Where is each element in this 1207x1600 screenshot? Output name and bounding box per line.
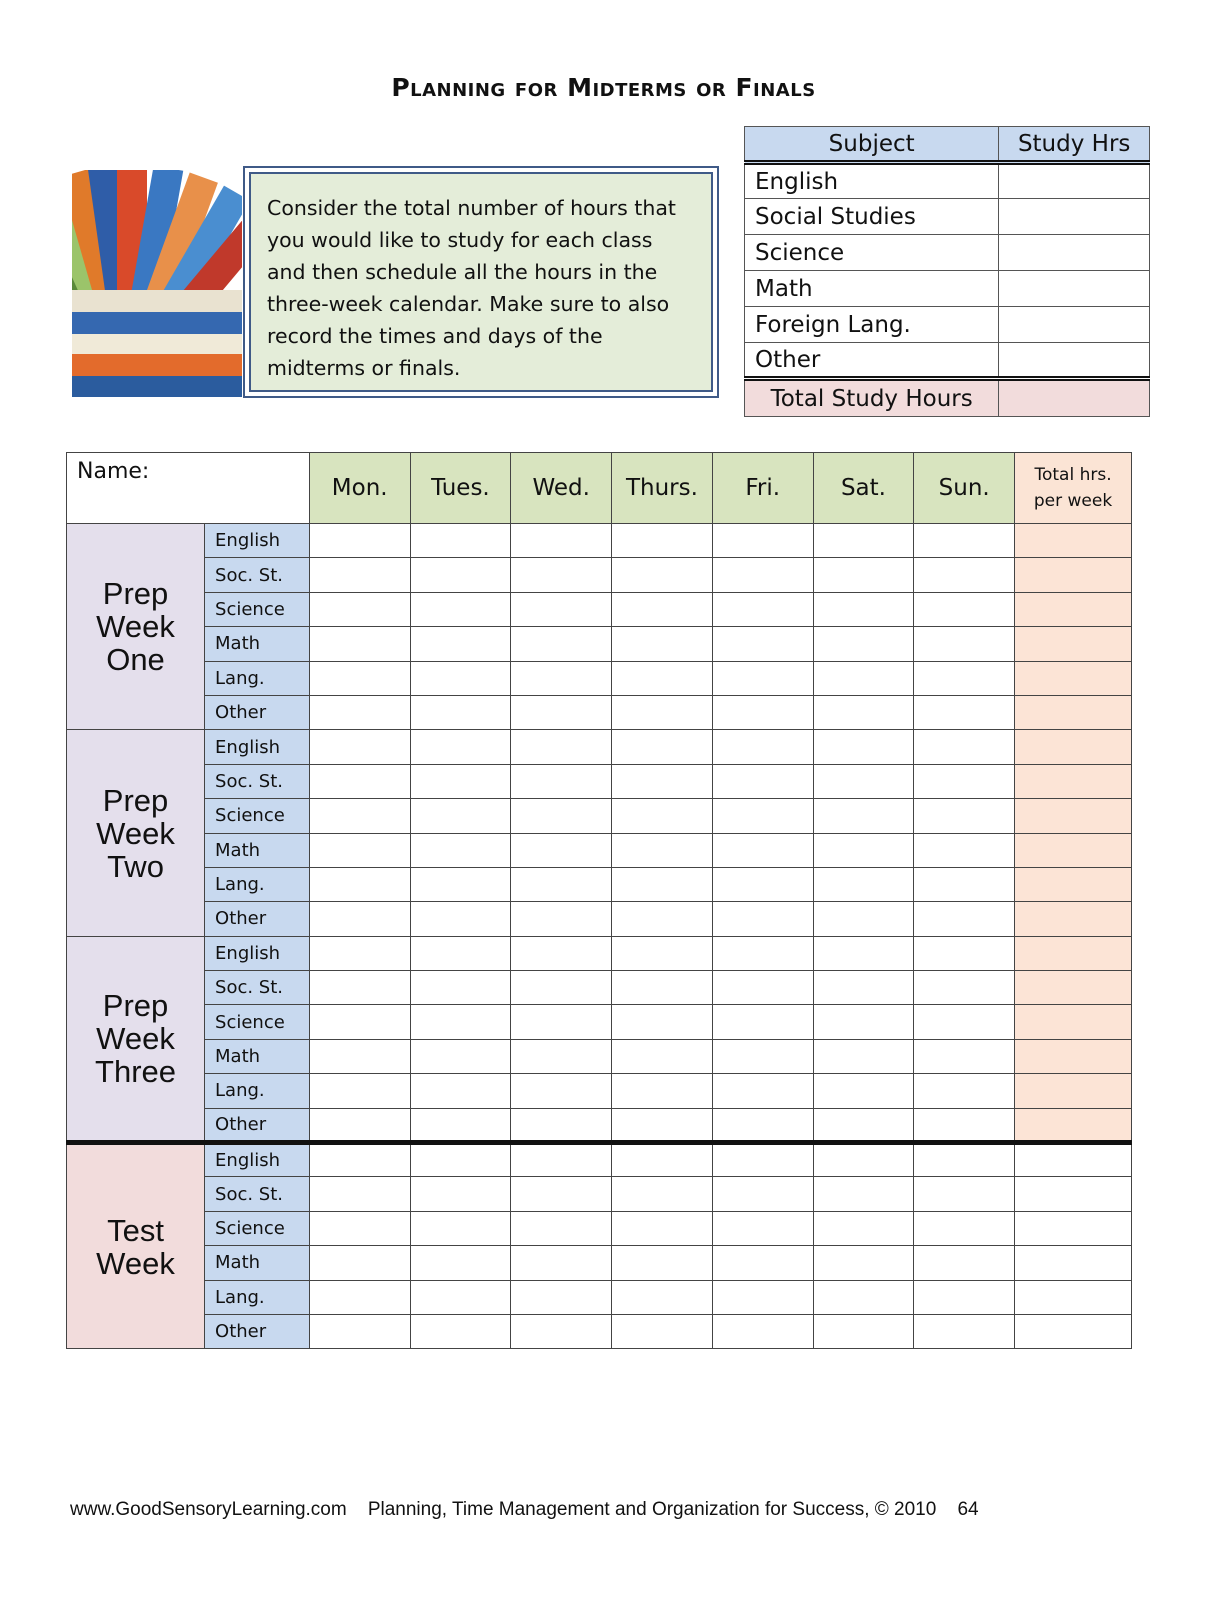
schedule-cell[interactable] (612, 1143, 713, 1177)
week-label: Prep Week One (67, 524, 205, 730)
subject-label: English (205, 936, 310, 970)
schedule-cell[interactable] (813, 1108, 914, 1142)
study-hours-input[interactable] (999, 343, 1150, 379)
subject-row (745, 307, 1150, 343)
weekly-total-cell[interactable] (1015, 833, 1132, 867)
schedule-cell[interactable] (813, 936, 914, 970)
schedule-cell[interactable] (813, 764, 914, 798)
schedule-cell[interactable] (410, 627, 511, 661)
schedule-cell[interactable] (309, 799, 410, 833)
schedule-row (67, 1314, 1132, 1348)
weekly-total-cell[interactable] (1015, 1280, 1132, 1314)
schedule-cell[interactable] (914, 1143, 1015, 1177)
weekly-total-cell[interactable] (1015, 558, 1132, 592)
total-hours-header: Total hrs. per week (1015, 453, 1132, 524)
schedule-cell[interactable] (612, 592, 713, 626)
subject-row (745, 343, 1150, 379)
schedule-cell[interactable] (712, 695, 813, 729)
weekly-total-cell[interactable] (1015, 764, 1132, 798)
schedule-cell[interactable] (813, 902, 914, 936)
subject-label: Soc. St. (205, 971, 310, 1005)
schedule-cell[interactable] (410, 524, 511, 558)
schedule-cell[interactable] (914, 558, 1015, 592)
schedule-cell[interactable] (511, 730, 612, 764)
schedule-cell[interactable] (511, 764, 612, 798)
schedule-row (67, 524, 1132, 558)
schedule-cell[interactable] (410, 1074, 511, 1108)
schedule-cell[interactable] (612, 1177, 713, 1211)
schedule-cell[interactable] (612, 764, 713, 798)
schedule-cell[interactable] (612, 902, 713, 936)
footer-page-number: 64 (957, 1499, 979, 1520)
schedule-cell[interactable] (914, 1280, 1015, 1314)
weekly-total-cell[interactable] (1015, 936, 1132, 970)
subject-label: Lang. (205, 867, 310, 901)
schedule-cell[interactable] (914, 1108, 1015, 1142)
subject-row (745, 271, 1150, 307)
schedule-cell[interactable] (813, 730, 914, 764)
weekly-total-cell[interactable] (1015, 730, 1132, 764)
weekly-total-cell[interactable] (1015, 1177, 1132, 1211)
subject-label: Science (205, 1211, 310, 1245)
subject-label: Other (205, 1108, 310, 1142)
schedule-cell[interactable] (612, 971, 713, 1005)
study-hours-header: Study Hrs (999, 127, 1150, 163)
schedule-cell[interactable] (309, 1314, 410, 1348)
day-header-sun: Sun. (914, 453, 1015, 524)
schedule-cell[interactable] (813, 799, 914, 833)
schedule-cell[interactable] (309, 1005, 410, 1039)
schedule-cell[interactable] (410, 799, 511, 833)
schedule-row (67, 1211, 1132, 1245)
subject-label: Soc. St. (205, 558, 310, 592)
schedule-cell[interactable] (612, 1039, 713, 1073)
schedule-cell[interactable] (712, 1246, 813, 1280)
schedule-cell[interactable] (712, 1074, 813, 1108)
schedule-cell[interactable] (712, 592, 813, 626)
subject-label: Science (205, 799, 310, 833)
schedule-cell[interactable] (813, 1039, 914, 1073)
subject-name: Social Studies (745, 199, 999, 235)
schedule-cell[interactable] (914, 524, 1015, 558)
subject-label: Math (205, 1246, 310, 1280)
schedule-cell[interactable] (612, 1005, 713, 1039)
subject-label: English (205, 730, 310, 764)
schedule-cell[interactable] (813, 867, 914, 901)
subject-row (745, 163, 1150, 199)
weekly-total-cell[interactable] (1015, 799, 1132, 833)
schedule-cell[interactable] (410, 1246, 511, 1280)
weekly-total-cell[interactable] (1015, 1074, 1132, 1108)
schedule-cell[interactable] (511, 524, 612, 558)
day-header-mon: Mon. (309, 453, 410, 524)
weekly-total-cell[interactable] (1015, 1246, 1132, 1280)
schedule-cell[interactable] (309, 764, 410, 798)
subject-name: English (745, 163, 999, 199)
study-hours-input[interactable] (999, 235, 1150, 271)
schedule-cell[interactable] (309, 1143, 410, 1177)
schedule-cell[interactable] (813, 1246, 914, 1280)
schedule-cell[interactable] (914, 833, 1015, 867)
schedule-cell[interactable] (410, 558, 511, 592)
weekly-total-cell[interactable] (1015, 971, 1132, 1005)
schedule-cell[interactable] (612, 867, 713, 901)
schedule-cell[interactable] (511, 1211, 612, 1245)
total-study-hours-input[interactable] (999, 379, 1150, 417)
schedule-cell[interactable] (410, 592, 511, 626)
schedule-row (67, 1280, 1132, 1314)
schedule-cell[interactable] (612, 524, 713, 558)
schedule-cell[interactable] (410, 936, 511, 970)
schedule-cell[interactable] (712, 1039, 813, 1073)
schedule-cell[interactable] (511, 1039, 612, 1073)
schedule-cell[interactable] (410, 1314, 511, 1348)
schedule-cell[interactable] (309, 592, 410, 626)
weekly-total-cell[interactable] (1015, 661, 1132, 695)
schedule-cell[interactable] (712, 1280, 813, 1314)
schedule-cell[interactable] (511, 902, 612, 936)
schedule-cell[interactable] (410, 661, 511, 695)
schedule-row (67, 1074, 1132, 1108)
schedule-cell[interactable] (612, 695, 713, 729)
schedule-row (67, 558, 1132, 592)
weekly-total-cell[interactable] (1015, 1005, 1132, 1039)
schedule-cell[interactable] (712, 1211, 813, 1245)
weekly-total-cell[interactable] (1015, 1108, 1132, 1142)
schedule-cell[interactable] (914, 1211, 1015, 1245)
day-header-sat: Sat. (813, 453, 914, 524)
schedule-cell[interactable] (309, 695, 410, 729)
schedule-row (67, 661, 1132, 695)
schedule-cell[interactable] (914, 661, 1015, 695)
schedule-cell[interactable] (410, 1280, 511, 1314)
schedule-row (67, 1143, 1132, 1177)
schedule-cell[interactable] (410, 695, 511, 729)
subject-hours-table (744, 126, 1150, 417)
subject-label: Lang. (205, 1074, 310, 1108)
schedule-cell[interactable] (813, 971, 914, 1005)
week-label: Prep Week Three (67, 936, 205, 1142)
day-header-thu: Thurs. (612, 453, 713, 524)
schedule-cell[interactable] (612, 833, 713, 867)
schedule-cell[interactable] (813, 1177, 914, 1211)
subject-label: Soc. St. (205, 764, 310, 798)
subject-name: Foreign Lang. (745, 307, 999, 343)
total-study-hours-label: Total Study Hours (745, 379, 999, 417)
subject-label: Soc. St. (205, 1177, 310, 1211)
schedule-cell[interactable] (309, 1039, 410, 1073)
day-header-tue: Tues. (410, 453, 511, 524)
schedule-cell[interactable] (914, 1074, 1015, 1108)
total-row (745, 379, 1150, 417)
study-hours-input[interactable] (999, 163, 1150, 199)
schedule-cell[interactable] (712, 661, 813, 695)
subject-label: English (205, 1143, 310, 1177)
schedule-row (67, 799, 1132, 833)
schedule-cell[interactable] (914, 902, 1015, 936)
schedule-cell[interactable] (309, 730, 410, 764)
weekly-total-cell[interactable] (1015, 695, 1132, 729)
schedule-cell[interactable] (914, 1246, 1015, 1280)
schedule-cell[interactable] (712, 902, 813, 936)
schedule-cell[interactable] (511, 936, 612, 970)
footer-website[interactable]: www.GoodSensoryLearning.com (70, 1499, 347, 1520)
schedule-cell[interactable] (309, 1211, 410, 1245)
schedule-cell[interactable] (612, 627, 713, 661)
schedule-cell[interactable] (612, 1211, 713, 1245)
schedule-cell[interactable] (309, 661, 410, 695)
schedule-cell[interactable] (511, 1005, 612, 1039)
schedule-cell[interactable] (511, 695, 612, 729)
name-field[interactable]: Name: (67, 453, 310, 524)
day-header-wed: Wed. (511, 453, 612, 524)
schedule-row (67, 627, 1132, 661)
schedule-cell[interactable] (914, 799, 1015, 833)
schedule-cell[interactable] (813, 1005, 914, 1039)
schedule-cell[interactable] (813, 1074, 914, 1108)
schedule-cell[interactable] (511, 627, 612, 661)
subject-label: Math (205, 833, 310, 867)
schedule-cell[interactable] (813, 1211, 914, 1245)
subject-header: Subject (745, 127, 999, 163)
schedule-cell[interactable] (511, 1314, 612, 1348)
schedule-cell[interactable] (813, 1143, 914, 1177)
schedule-cell[interactable] (410, 971, 511, 1005)
footer (70, 1499, 979, 1521)
subject-name: Other (745, 343, 999, 379)
schedule-row (67, 730, 1132, 764)
weekly-total-cell[interactable] (1015, 1314, 1132, 1348)
schedule-cell[interactable] (410, 1108, 511, 1142)
weekly-total-cell[interactable] (1015, 867, 1132, 901)
schedule-cell[interactable] (511, 558, 612, 592)
schedule-cell[interactable] (410, 1177, 511, 1211)
schedule-cell[interactable] (712, 764, 813, 798)
schedule-cell[interactable] (813, 1280, 914, 1314)
schedule-cell[interactable] (309, 524, 410, 558)
schedule-row (67, 1005, 1132, 1039)
schedule-cell[interactable] (511, 833, 612, 867)
schedule-cell[interactable] (309, 936, 410, 970)
schedule-cell[interactable] (612, 730, 713, 764)
schedule-cell[interactable] (309, 1177, 410, 1211)
page-title: Planning for Midterms or Finals (391, 73, 816, 102)
schedule-cell[interactable] (410, 1143, 511, 1177)
schedule-cell[interactable] (612, 1108, 713, 1142)
instructions-text: Consider the total number of hours that you would like to study for each class and then schedule all the hours in the three-week calendar. Make sure to also record the times and days of the midterms or finals. (249, 172, 713, 392)
schedule-row (67, 971, 1132, 1005)
schedule-cell[interactable] (712, 936, 813, 970)
schedule-cell[interactable] (309, 558, 410, 592)
schedule-cell[interactable] (410, 867, 511, 901)
day-header-fri: Fri. (712, 453, 813, 524)
schedule-cell[interactable] (511, 592, 612, 626)
schedule-row (67, 936, 1132, 970)
schedule-cell[interactable] (813, 524, 914, 558)
schedule-cell[interactable] (612, 799, 713, 833)
schedule-cell[interactable] (511, 1280, 612, 1314)
subject-label: Other (205, 1314, 310, 1348)
schedule-row (67, 695, 1132, 729)
schedule-cell[interactable] (914, 592, 1015, 626)
schedule-cell[interactable] (813, 558, 914, 592)
schedule-row (67, 867, 1132, 901)
schedule-cell[interactable] (612, 558, 713, 592)
subject-label: English (205, 524, 310, 558)
schedule-cell[interactable] (410, 730, 511, 764)
schedule-row (67, 764, 1132, 798)
study-hours-input[interactable] (999, 199, 1150, 235)
schedule-row (67, 1177, 1132, 1211)
schedule-cell[interactable] (410, 902, 511, 936)
subject-label: Science (205, 1005, 310, 1039)
schedule-cell[interactable] (511, 661, 612, 695)
schedule-cell[interactable] (612, 1280, 713, 1314)
schedule-row (67, 1108, 1132, 1142)
instructions-box (243, 166, 719, 398)
study-hours-input[interactable] (999, 307, 1150, 343)
schedule-cell[interactable] (813, 627, 914, 661)
schedule-cell[interactable] (511, 1246, 612, 1280)
schedule-row (67, 1246, 1132, 1280)
subject-row (745, 199, 1150, 235)
schedule-cell[interactable] (612, 1314, 713, 1348)
subject-name: Science (745, 235, 999, 271)
subject-label: Math (205, 627, 310, 661)
schedule-cell[interactable] (712, 730, 813, 764)
schedule-cell[interactable] (914, 1177, 1015, 1211)
schedule-cell[interactable] (712, 558, 813, 592)
weekly-total-cell[interactable] (1015, 524, 1132, 558)
schedule-cell[interactable] (712, 627, 813, 661)
schedule-row (67, 1039, 1132, 1073)
schedule-cell[interactable] (309, 627, 410, 661)
subject-label: Other (205, 902, 310, 936)
weekly-total-cell[interactable] (1015, 902, 1132, 936)
schedule-cell[interactable] (914, 1005, 1015, 1039)
subject-label: Lang. (205, 661, 310, 695)
footer-book-title: Planning, Time Management and Organization for Success, © 2010 (367, 1499, 937, 1520)
schedule-cell[interactable] (914, 1039, 1015, 1073)
schedule-cell[interactable] (914, 764, 1015, 798)
schedule-cell[interactable] (309, 1246, 410, 1280)
weekly-total-cell[interactable] (1015, 1211, 1132, 1245)
schedule-cell[interactable] (813, 592, 914, 626)
subject-label: Math (205, 1039, 310, 1073)
schedule-cell[interactable] (813, 833, 914, 867)
book-stack-image (72, 170, 242, 397)
schedule-cell[interactable] (813, 695, 914, 729)
schedule-cell[interactable] (914, 695, 1015, 729)
study-hours-input[interactable] (999, 271, 1150, 307)
schedule-cell[interactable] (712, 524, 813, 558)
subject-label: Science (205, 592, 310, 626)
schedule-cell[interactable] (511, 1177, 612, 1211)
week-label: Test Week (67, 1143, 205, 1349)
subject-label: Lang. (205, 1280, 310, 1314)
schedule-row (67, 833, 1132, 867)
subject-row (745, 235, 1150, 271)
schedule-cell[interactable] (813, 1314, 914, 1348)
schedule-cell[interactable] (410, 1211, 511, 1245)
schedule-cell[interactable] (309, 1074, 410, 1108)
schedule-cell[interactable] (410, 1005, 511, 1039)
schedule-cell[interactable] (511, 1108, 612, 1142)
schedule-cell[interactable] (511, 867, 612, 901)
schedule-cell[interactable] (612, 936, 713, 970)
schedule-cell[interactable] (914, 627, 1015, 661)
subject-label: Other (205, 695, 310, 729)
schedule-cell[interactable] (914, 936, 1015, 970)
schedule-cell[interactable] (712, 1177, 813, 1211)
weekly-total-cell[interactable] (1015, 592, 1132, 626)
schedule-cell[interactable] (712, 799, 813, 833)
schedule-cell[interactable] (712, 833, 813, 867)
schedule-cell[interactable] (813, 661, 914, 695)
schedule-cell[interactable] (712, 867, 813, 901)
schedule-cell[interactable] (511, 1143, 612, 1177)
schedule-cell[interactable] (712, 1314, 813, 1348)
schedule-cell[interactable] (712, 1005, 813, 1039)
schedule-cell[interactable] (914, 867, 1015, 901)
schedule-cell[interactable] (309, 902, 410, 936)
schedule-cell[interactable] (612, 1074, 713, 1108)
schedule-cell[interactable] (612, 661, 713, 695)
schedule-cell[interactable] (511, 971, 612, 1005)
schedule-cell[interactable] (410, 1039, 511, 1073)
schedule-row (67, 902, 1132, 936)
schedule-row (67, 592, 1132, 626)
schedule-cell[interactable] (612, 1246, 713, 1280)
schedule-cell[interactable] (511, 799, 612, 833)
schedule-cell[interactable] (914, 1314, 1015, 1348)
schedule-cell[interactable] (914, 730, 1015, 764)
schedule-cell[interactable] (309, 867, 410, 901)
schedule-table (66, 452, 1132, 1349)
weekly-total-cell[interactable] (1015, 1039, 1132, 1073)
schedule-cell[interactable] (309, 1280, 410, 1314)
schedule-cell[interactable] (712, 971, 813, 1005)
schedule-cell[interactable] (309, 971, 410, 1005)
schedule-cell[interactable] (309, 1108, 410, 1142)
schedule-cell[interactable] (309, 833, 410, 867)
schedule-cell[interactable] (712, 1108, 813, 1142)
schedule-cell[interactable] (410, 833, 511, 867)
weekly-total-cell[interactable] (1015, 627, 1132, 661)
schedule-cell[interactable] (410, 764, 511, 798)
schedule-cell[interactable] (511, 1074, 612, 1108)
schedule-cell[interactable] (712, 1143, 813, 1177)
schedule-cell[interactable] (914, 971, 1015, 1005)
weekly-total-cell[interactable] (1015, 1143, 1132, 1177)
subject-name: Math (745, 271, 999, 307)
week-label: Prep Week Two (67, 730, 205, 936)
